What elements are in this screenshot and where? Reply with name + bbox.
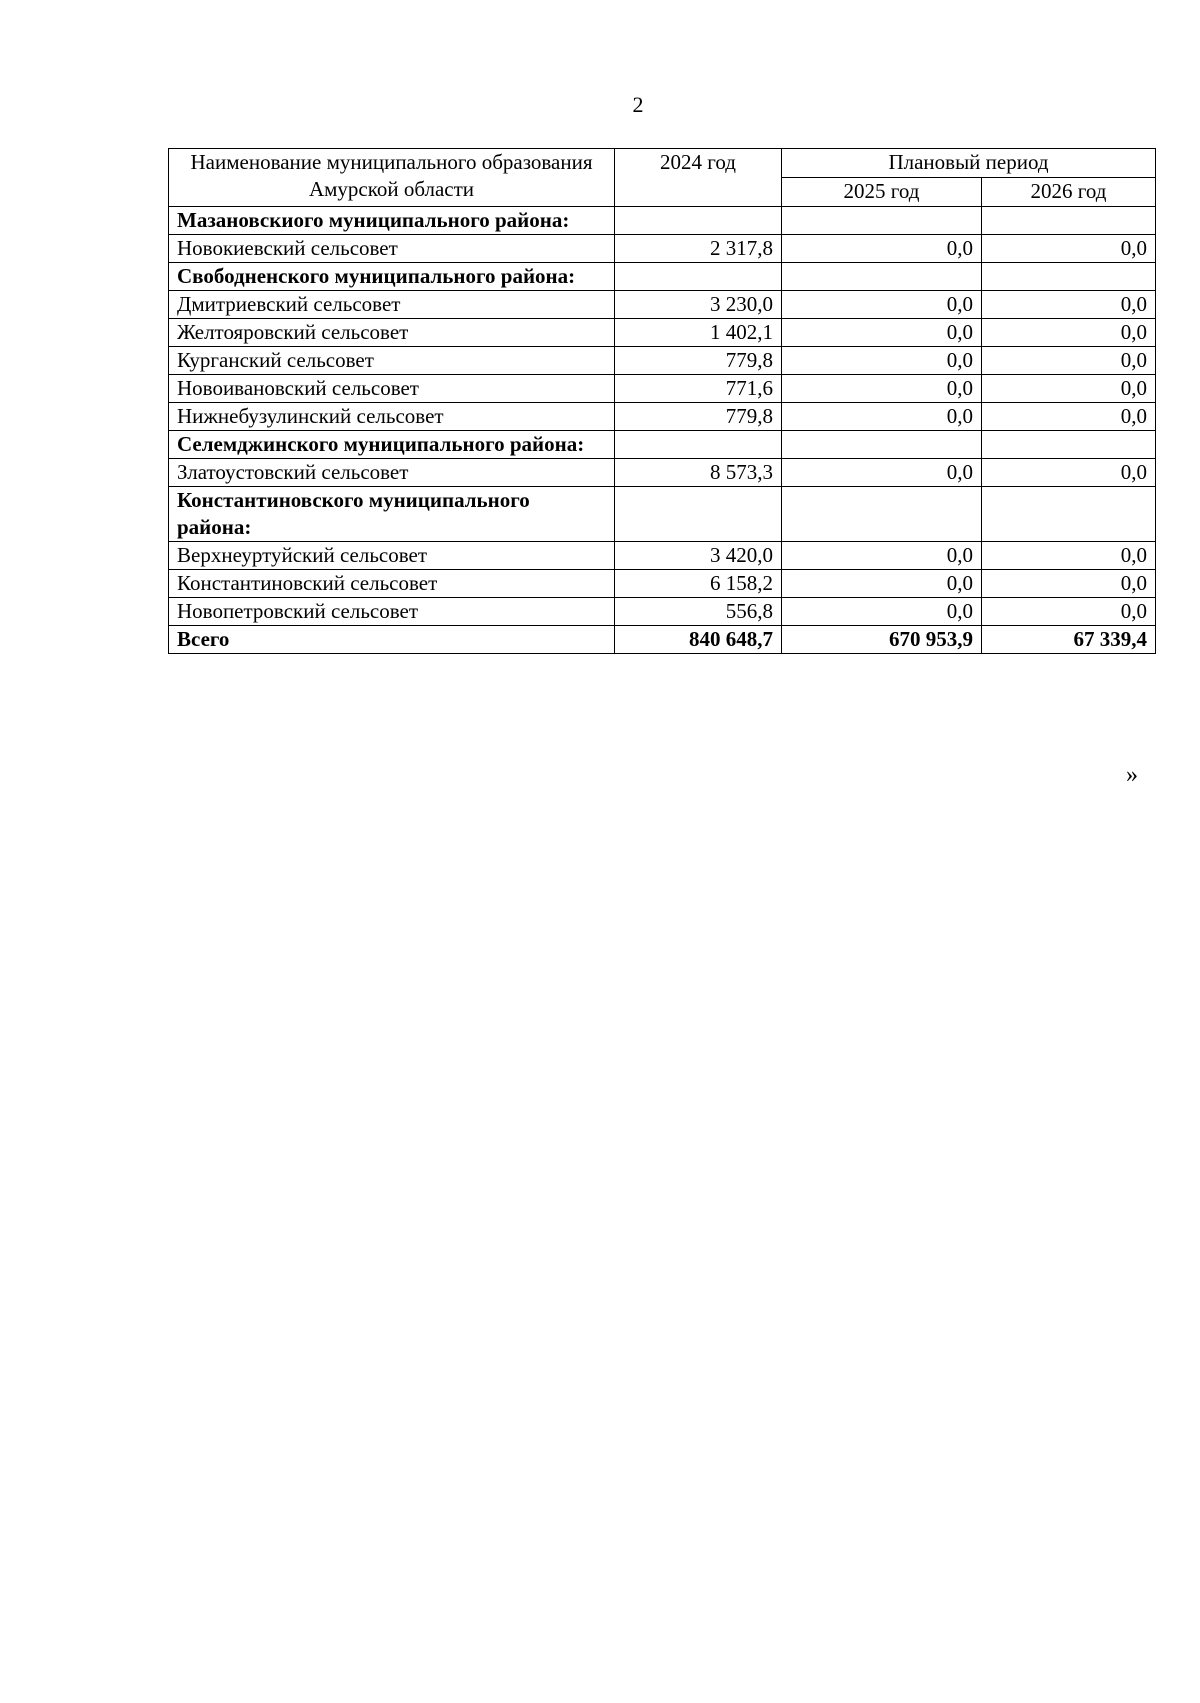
value-2026: 0,0 [982,347,1156,375]
value-2024: 6 158,2 [615,570,782,598]
empty-cell [782,207,982,235]
value-2026: 0,0 [982,291,1156,319]
empty-cell [615,487,782,542]
budget-table-body [169,149,1156,654]
value-2025: 0,0 [782,291,982,319]
value-2024: 779,8 [615,347,782,375]
value-2024: 3 230,0 [615,291,782,319]
page-number: 2 [632,92,644,117]
closing-quote: » [1126,762,1138,788]
header-2025: 2025 год [782,178,982,207]
empty-cell [782,487,982,542]
table-row [169,319,1156,347]
value-2024: 2 317,8 [615,235,782,263]
section-row [169,263,1156,291]
empty-cell [615,431,782,459]
value-2025: 0,0 [782,459,982,487]
value-2026: 0,0 [982,375,1156,403]
value-2026: 0,0 [982,235,1156,263]
table-row [169,598,1156,626]
settlement-name: Новоивановский сельсовет [169,375,615,403]
total-row [169,626,1156,654]
settlement-name: Новопетровский сельсовет [169,598,615,626]
empty-cell [982,263,1156,291]
section-name: Константиновского муниципального района: [169,487,615,542]
budget-table [168,148,1156,654]
total-label: Всего [169,626,615,654]
value-2025: 0,0 [782,319,982,347]
empty-cell [982,487,1156,542]
settlement-name: Новокиевский сельсовет [169,235,615,263]
value-2024: 779,8 [615,403,782,431]
settlement-name: Дмитриевский сельсовет [169,291,615,319]
value-2025: 0,0 [782,570,982,598]
header-name: Наименование муниципального образования Амурской области [169,149,615,207]
value-2025: 0,0 [782,375,982,403]
settlement-name: Константиновский сельсовет [169,570,615,598]
table-row [169,235,1156,263]
value-2025: 0,0 [782,235,982,263]
settlement-name: Нижнебузулинский сельсовет [169,403,615,431]
value-2025: 670 953,9 [782,626,982,654]
empty-cell [782,431,982,459]
header-2026: 2026 год [982,178,1156,207]
value-2024: 556,8 [615,598,782,626]
value-2024: 8 573,3 [615,459,782,487]
settlement-name: Златоустовский сельсовет [169,459,615,487]
header-2024: 2024 год [615,149,782,207]
empty-cell [982,431,1156,459]
section-row [169,431,1156,459]
settlement-name: Верхнеуртуйский сельсовет [169,542,615,570]
table-row [169,403,1156,431]
settlement-name: Курганский сельсовет [169,347,615,375]
table-row [169,347,1156,375]
value-2024: 771,6 [615,375,782,403]
empty-cell [615,263,782,291]
value-2024: 1 402,1 [615,319,782,347]
empty-cell [982,207,1156,235]
table-row [169,542,1156,570]
value-2026: 0,0 [982,542,1156,570]
table-row [169,459,1156,487]
table-header-row [169,149,1156,178]
table-row [169,291,1156,319]
value-2025: 0,0 [782,347,982,375]
section-row [169,487,1156,542]
value-2026: 0,0 [982,403,1156,431]
section-row [169,207,1156,235]
table-row [169,570,1156,598]
value-2024: 3 420,0 [615,542,782,570]
section-name: Свободненского муниципального района: [169,263,615,291]
value-2026: 0,0 [982,459,1156,487]
section-name: Мазановскиого муниципального района: [169,207,615,235]
value-2026: 0,0 [982,319,1156,347]
table-row [169,375,1156,403]
value-2024: 840 648,7 [615,626,782,654]
value-2026: 67 339,4 [982,626,1156,654]
value-2025: 0,0 [782,542,982,570]
value-2025: 0,0 [782,598,982,626]
value-2026: 0,0 [982,598,1156,626]
value-2026: 0,0 [982,570,1156,598]
section-name: Селемджинского муниципального района: [169,431,615,459]
empty-cell [615,207,782,235]
settlement-name: Желтояровский сельсовет [169,319,615,347]
empty-cell [782,263,982,291]
header-planned-period: Плановый период [782,149,1156,178]
value-2025: 0,0 [782,403,982,431]
